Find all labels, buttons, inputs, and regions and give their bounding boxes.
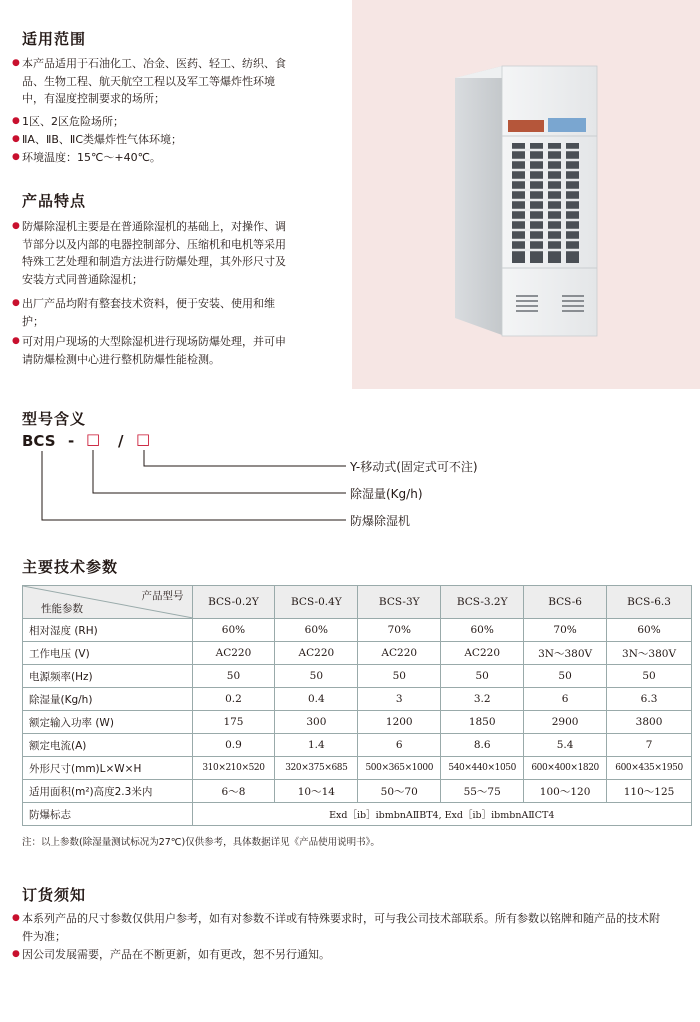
bullet-icon: ● [12, 58, 20, 68]
table-cell: 7 [607, 734, 692, 757]
row-label: 额定输入功率 (W) [23, 711, 193, 734]
table-cell: AC220 [358, 642, 441, 665]
table-cell: 6 [524, 688, 607, 711]
bullet-icon: ● [12, 221, 20, 231]
corner-bottom-label: 性能参数 [41, 603, 83, 615]
table-cell: 3N～380V [607, 642, 692, 665]
application-title: 适用范围 [22, 30, 87, 48]
table-cell: 0.2 [192, 688, 275, 711]
table-cell: 55～75 [441, 780, 524, 803]
table-cell: 1.4 [275, 734, 358, 757]
list-item: ● 1区、2区危险场所； [22, 113, 292, 131]
row-label: 工作电压 (V) [23, 642, 193, 665]
model-header: BCS-0.2Y [192, 586, 275, 619]
model-box-capacity: □ [86, 430, 101, 448]
table-cell: 6～8 [192, 780, 275, 803]
table-cell: 70% [524, 619, 607, 642]
table-cell: 3800 [607, 711, 692, 734]
model-label-series: 防爆除湿机 [350, 514, 411, 528]
bullet-icon: ● [12, 134, 20, 144]
list-item: ● 可对用户现场的大型除湿机进行现场防爆处理，并可申请防爆检测中心进行整机防爆性能检测。 [12, 335, 286, 366]
table-cell: 5.4 [524, 734, 607, 757]
model-dash: - [68, 432, 75, 450]
model-slash: / [118, 432, 124, 450]
model-title: 型号含义 [22, 410, 87, 428]
list-item: ● 本产品适用于石油化工、冶金、医药、轻工、纺织、食品、生物工程、航天航空工程以及军工等爆炸性环境中，有湿度控制要求的场所； [12, 57, 286, 105]
table-cell: 60% [275, 619, 358, 642]
table-cell: 50 [192, 665, 275, 688]
table-cell: 1200 [358, 711, 441, 734]
table-cell: 60% [192, 619, 275, 642]
model-header: BCS-6.3 [607, 586, 692, 619]
table-cell: 0.9 [192, 734, 275, 757]
bullet-icon: ● [12, 913, 20, 923]
table-cell: 0.4 [275, 688, 358, 711]
explosion-mark-value: Exd［ib］ibmbnAⅡBT4, Exd［ib］ibmbnAⅡCT4 [192, 803, 691, 826]
table-row [23, 711, 692, 734]
table-cell: 8.6 [441, 734, 524, 757]
table-cell: 500×365×1000 [358, 757, 441, 780]
list-item: ● 防爆除湿机主要是在普通除湿机的基础上，对操作、调节部分以及内部的电器控制部分、压缩机和电机等采用特殊工艺处理和制造方法进行防爆处理，其外形尺寸及安装方式同普通除湿机； [12, 220, 286, 286]
table-cell: 50 [441, 665, 524, 688]
bullet-icon: ● [12, 336, 20, 346]
table-cell: 600×400×1820 [524, 757, 607, 780]
list-item: ● 出厂产品均附有整套技术资料，便于安装、使用和维护； [12, 297, 275, 328]
specs-table [22, 585, 692, 826]
table-row [23, 734, 692, 757]
table-row [23, 757, 692, 780]
table-cell: 600×435×1950 [607, 757, 692, 780]
bullet-icon: ● [12, 949, 20, 959]
table-cell: 320×375×685 [275, 757, 358, 780]
table-cell: 50 [524, 665, 607, 688]
table-cell: 6.3 [607, 688, 692, 711]
row-label: 相对湿度 (RH) [23, 619, 193, 642]
table-cell: 50 [607, 665, 692, 688]
model-label-capacity: 除湿量(Kg/h) [350, 487, 423, 501]
ordering-title: 订货须知 [22, 886, 87, 904]
table-cell: 110～125 [607, 780, 692, 803]
table-cell: 50～70 [358, 780, 441, 803]
model-header: BCS-0.4Y [275, 586, 358, 619]
row-label: 电源频率(Hz) [23, 665, 193, 688]
bullet-icon: ● [12, 152, 20, 162]
table-cell: AC220 [192, 642, 275, 665]
table-cell: 310×210×520 [192, 757, 275, 780]
table-row [23, 780, 692, 803]
table-cell: 50 [358, 665, 441, 688]
row-label: 外形尺寸(mm)L×W×H [23, 757, 193, 780]
table-cell: 60% [607, 619, 692, 642]
model-header: BCS-3.2Y [441, 586, 524, 619]
table-cell: 100～120 [524, 780, 607, 803]
table-row [23, 665, 692, 688]
model-header: BCS-3Y [358, 586, 441, 619]
table-cell: 3 [358, 688, 441, 711]
table-row [23, 688, 692, 711]
model-header: BCS-6 [524, 586, 607, 619]
table-row [23, 642, 692, 665]
table-cell: AC220 [441, 642, 524, 665]
table-cell: 1850 [441, 711, 524, 734]
specs-note: 注：以上参数(除湿量测试标况为27℃)仅供参考，具体数据详见《产品使用说明书》。 [22, 837, 380, 848]
model-label-type: Y-移动式(固定式可不注) [350, 460, 478, 474]
features-title: 产品特点 [22, 192, 87, 210]
table-cell: 3.2 [441, 688, 524, 711]
table-cell: 2900 [524, 711, 607, 734]
table-cell: 175 [192, 711, 275, 734]
table-cell: 60% [441, 619, 524, 642]
specs-title: 主要技术参数 [22, 558, 119, 576]
table-cell: 50 [275, 665, 358, 688]
table-row [23, 619, 692, 642]
list-item: ● 环境温度：15℃～+40℃。 [22, 149, 292, 167]
table-row [23, 803, 692, 826]
row-label: 防爆标志 [23, 803, 193, 826]
row-label: 适用面积(m²)高度2.3米内 [23, 780, 193, 803]
list-item: ● 本系列产品的尺寸参数仅供用户参考，如有对参数不详或有特殊要求时，可与我公司技术部联系。所有参数以铭牌和随产品的技术附件为准； [12, 912, 660, 943]
table-cell: 70% [358, 619, 441, 642]
row-label: 额定电流(A) [23, 734, 193, 757]
bullet-icon: ● [12, 298, 20, 308]
corner-cell [23, 586, 193, 619]
corner-top-label: 产品型号 [141, 590, 184, 602]
table-header-row [23, 586, 692, 619]
table-cell: 6 [358, 734, 441, 757]
bullet-icon: ● [12, 116, 20, 126]
row-label: 除湿量(Kg/h) [23, 688, 193, 711]
list-item: ● 因公司发展需要，产品在不断更新，如有更改，恕不另行通知。 [22, 946, 662, 964]
table-cell: 10～14 [275, 780, 358, 803]
table-cell: 300 [275, 711, 358, 734]
list-item: ● ⅡA、ⅡB、ⅡC类爆炸性气体环境； [22, 131, 292, 149]
table-cell: 3N～380V [524, 642, 607, 665]
model-box-type: □ [136, 430, 151, 448]
model-code: BCS [22, 432, 56, 450]
table-cell: 540×440×1050 [441, 757, 524, 780]
table-cell: AC220 [275, 642, 358, 665]
